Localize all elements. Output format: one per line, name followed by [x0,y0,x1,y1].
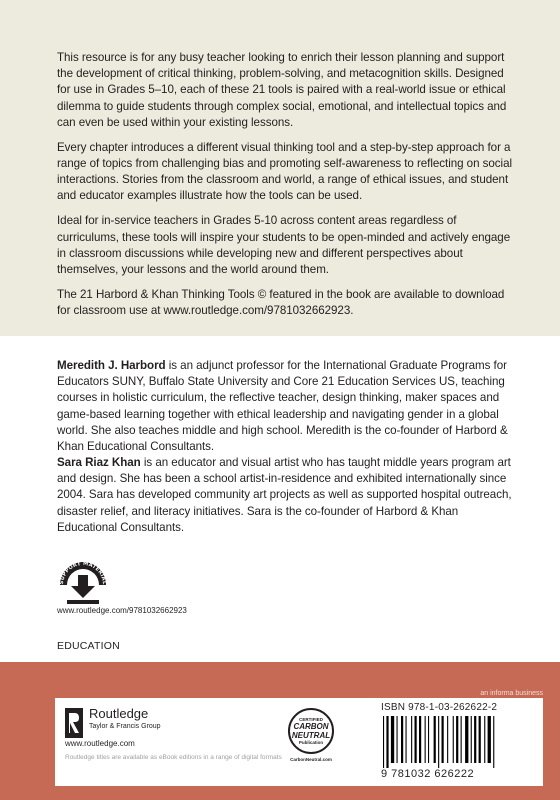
carbon-label: CARBON [293,722,329,731]
barcode-bar [493,716,494,768]
barcode-bar [419,716,421,763]
barcode-bar [401,716,403,763]
barcode-bar [438,716,439,768]
barcode-bar [465,716,468,763]
blurb-paragraph-3: Ideal for in-service teachers in Grades 5-10 across content areas regardless of curriculums, these tools will inspire your students to be open-minded and actively engage in classroom discussions while developing new and different perspectives about themselves, your lessons and the world around them. [57,214,511,277]
barcode-bar [474,716,476,763]
subject-category: EDUCATION [57,640,120,652]
barcode-bar [471,716,472,763]
informa-tagline: an informa business [480,690,543,697]
barcode-bar [442,716,444,763]
neutral-label: NEUTRAL [291,731,331,740]
isbn-label: ISBN 978-1-03-262622-2 [381,702,498,713]
blurb-paragraph-2: Every chapter introduces a different visual thinking tool and a step-by-step approach for a range of topics from challenging bias and promoting self-awareness to reflecting on social interactions. Stories from the classroom and world, a range of ethical issues, and student and educator examples illustrate how the tools can be used. [57,140,512,203]
publisher-footer-panel [0,662,560,800]
barcode-bar [434,716,436,763]
barcode-bar [386,716,388,768]
barcode-bar [479,716,481,763]
publisher-group: Taylor & Francis Group [89,723,161,730]
barcode-bar [415,716,417,763]
barcode-bar [391,716,394,763]
svg-text:SUPPORT MATERIAL: SUPPORT MATERIAL [58,561,108,585]
author-name-khan: Sara Riaz Khan [57,456,141,469]
support-material-url[interactable]: www.routledge.com/9781032662923 [57,606,187,615]
author-section [0,336,560,662]
barcode-bar [411,716,412,763]
back-cover-blurb-panel [0,0,560,336]
blurb-text [57,50,515,328]
barcode-bar [484,716,485,763]
author-bio-text-harbord: is an adjunct professor for the International Graduate Programs for Educators SUNY, Buffalo State University and Core 21 Education Services US, teaching courses in holistic curriculum, the reflective teacher, design thinking, maker spaces and game-based learning together with ethical leadership and navigating gender in a global world. She also teaches middle and high school. Meredith is the co-founder of Harbord & Khan Educational Consultants. [57,359,508,454]
barcode-bar [461,716,462,763]
barcode-bar [397,716,398,763]
routledge-logo-icon [65,708,83,738]
carbon-neutral-badge [285,708,337,774]
author-bio-harbord [57,358,515,455]
barcode-bar [456,716,458,763]
author-bio-text-khan: is an educator and visual artist who has taught middle years program art and design. She has been a school artist-in-residence and exhibited internationally since 2004. Sara has developed community art projects as well as supported hospital outreach, disaster relief, and literacy initiatives. Sara is the co-founder of Harbord & Khan Educational Consultants. [57,456,512,534]
publisher-info-box [55,698,543,786]
support-material-download-icon [57,561,109,605]
barcode-bar [447,716,448,763]
publisher-name: Routledge [89,706,149,721]
barcode-bar [428,716,429,763]
carbon-neutral-seal [288,708,334,754]
blurb-paragraph-1: This resource is for any busy teacher looking to enrich their lesson planning and support the development of critical thinking, problem-solving, and metacognition skills. Designed for use in Grades 5–10, each of these 21 tools is paired with a real-world issue or ethical dilemma to guide students through complex social, emotional, and intellectual topics and can even be used within your existing lessons. [57,51,507,129]
isbn-barcode [381,716,531,768]
blurb-paragraph-4: The 21 Harbord & Khan Thinking Tools © featured in the book are available to download for classroom use at www.routledge.com/9781032662923. [57,288,505,318]
barcode-bar [383,716,384,768]
barcode-bar [488,716,491,763]
publisher-url[interactable]: www.routledge.com [65,739,135,748]
ebook-note: Routledge titles are available as eBook editions in a range of digital formats [65,754,282,761]
barcode-bar [425,716,426,763]
carbon-certified-label: CERTIFIED [299,717,323,722]
barcode-bar [406,716,407,763]
barcode-number: 9 781032 626222 [381,768,475,780]
carbon-neutral-url: CarbonNeutral.com [290,757,332,762]
author-bio-khan [57,455,515,536]
author-name-harbord: Meredith J. Harbord [57,359,166,372]
barcode-bar [453,716,454,763]
publication-label: Publication [298,740,324,745]
